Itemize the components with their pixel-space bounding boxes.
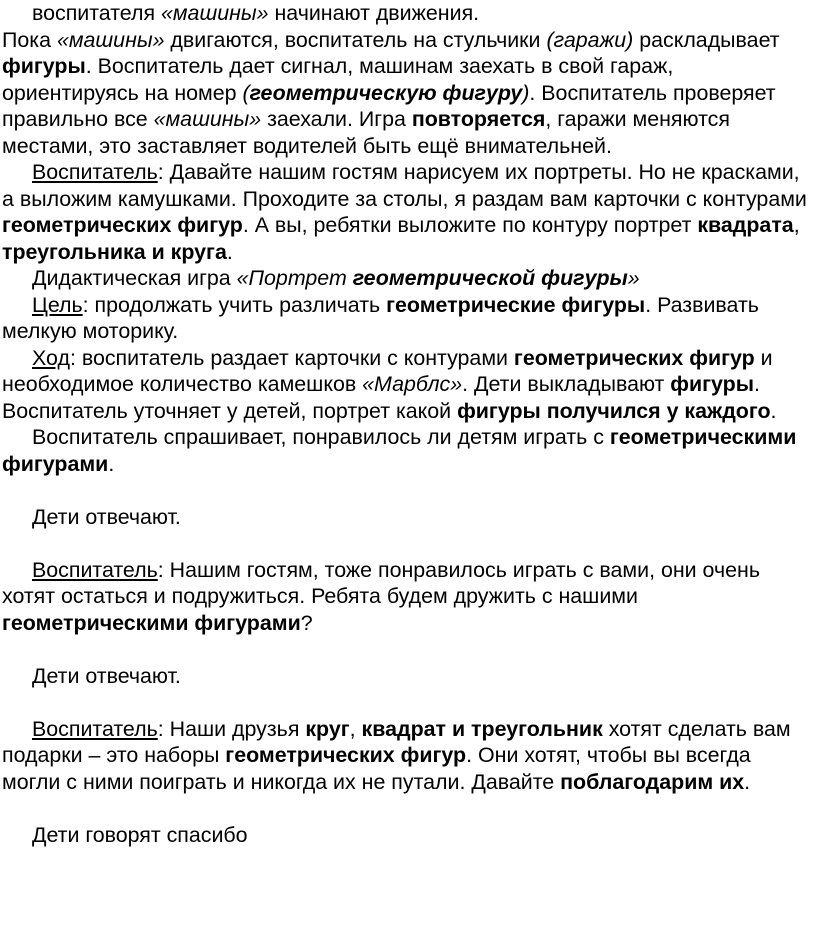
- text-run: и необходимое количество камешков: [2, 345, 773, 396]
- paragraph-game-title: [2, 265, 808, 292]
- text-run: ,: [793, 213, 800, 237]
- text-run-bold: геометрическими фигурами: [2, 425, 797, 476]
- text-run-bold-italic: геометрической фигуры: [352, 266, 628, 290]
- text-run: : Наши друзья: [157, 716, 306, 741]
- text-run: : Нашим гостям, тоже понравилось играть с вами, они очень хотят остаться и подружиться. Ребята будем дружить с нашими: [2, 557, 760, 608]
- speaker-label: Воспитатель: [32, 716, 158, 741]
- text-run-bold: геометрическими фигурами: [2, 610, 301, 635]
- text-run-italic: «машины»: [56, 27, 165, 52]
- text-run-bold: фигуры: [670, 372, 755, 396]
- paragraph-spacer: [2, 636, 808, 663]
- paragraph-spacer: [2, 477, 808, 504]
- paragraph-children-answer: Дети отвечают.: [32, 504, 181, 529]
- text-run: . Они хотят, чтобы вы всегда могли с ними поиграть и никогда их не путали. Давайте: [2, 743, 751, 794]
- text-run-bold: поблагодарим их: [560, 769, 745, 794]
- paragraph-teacher-portraits: [2, 159, 808, 265]
- text-run: : продолжать учить различать: [82, 292, 387, 317]
- text-run: заехали. Игра: [261, 107, 412, 131]
- text-run: .: [226, 239, 233, 264]
- text-run: .: [744, 769, 751, 794]
- paragraph-children-thanks: Дети говорят спасибо: [32, 822, 248, 847]
- text-run-bold: повторяется: [411, 107, 546, 131]
- paragraph-procedure: [2, 345, 808, 425]
- text-run-italic: «машины»: [160, 1, 269, 25]
- text-run: . Воспитатель уточняет у детей, портрет какой: [2, 372, 760, 423]
- text-run-bold: треугольника и круга: [2, 239, 227, 264]
- text-run: Пока: [2, 27, 57, 52]
- text-run-bold-italic: геометрическую фигуру: [249, 80, 523, 105]
- text-run: .: [108, 451, 115, 476]
- text-run: . Воспитатель проверяет правильно все: [2, 80, 776, 131]
- paragraph-goal: [2, 292, 808, 345]
- text-run: хотят сделать вам подарки – это наборы: [2, 716, 791, 767]
- text-run: ?: [300, 610, 313, 635]
- paragraph-teacher-gifts: [2, 716, 808, 796]
- text-run-bold: геометрических фигур: [513, 345, 755, 370]
- speaker-label: Воспитатель: [32, 557, 158, 582]
- text-run: ,: [349, 716, 362, 741]
- text-run: Дидактическая игра: [32, 266, 237, 290]
- text-run-italic: »: [627, 266, 640, 290]
- text-run-bold: фигуры: [2, 54, 86, 78]
- text-run: .: [770, 398, 777, 423]
- paragraph-teacher-friendship: [2, 557, 808, 637]
- paragraph-spacer: [2, 689, 808, 716]
- text-run-bold: круг: [305, 716, 350, 741]
- text-run: воспитателя: [32, 1, 161, 25]
- text-run: начинают движения.: [268, 1, 480, 25]
- text-run: . А вы, ребятки выложите по контуру портрет: [242, 213, 698, 237]
- speaker-label: Воспитатель: [32, 160, 158, 184]
- text-run-italic: «машины»: [153, 107, 262, 131]
- text-run-italic: (: [242, 80, 250, 105]
- section-label-procedure: Ход: [32, 345, 70, 370]
- paragraph-spacer: [2, 530, 808, 557]
- paragraph-spacer: [2, 795, 808, 822]
- paragraph-game-rules: [2, 27, 808, 160]
- text-run: : воспитатель раздает карточки с контурами: [69, 345, 514, 370]
- text-run: : Давайте нашим гостям нарисуем их портреты. Но не красками, а выложим камушками. Проходите за столы, я раздам вам карточки с контурами: [2, 160, 807, 211]
- text-run: двигаются, воспитатель на стульчики: [164, 27, 547, 52]
- text-run-italic: «Марблс»: [362, 372, 463, 396]
- text-run: раскладывает: [633, 27, 780, 52]
- text-run: , гаражи меняются местами, это заставляет водителей быть ещё внимательней.: [2, 107, 730, 158]
- paragraph-game-start: [2, 0, 808, 27]
- paragraph-teacher-asks: [2, 424, 808, 477]
- text-run: . Развивать мелкую моторику.: [2, 292, 759, 343]
- text-run-italic: ): [522, 80, 530, 105]
- text-run-bold: фигуры получился у каждого: [457, 398, 771, 423]
- text-run-bold: квадрата: [697, 213, 794, 237]
- text-run-bold: геометрических фигур: [225, 743, 467, 767]
- section-label-goal: Цель: [32, 292, 83, 317]
- paragraph-children-answer: Дети отвечают.: [32, 663, 181, 688]
- text-run: . Воспитатель дает сигнал, машинам заехать в свой гараж, ориентируясь на номер: [2, 54, 674, 105]
- text-run-bold: геометрических фигур: [2, 213, 243, 237]
- text-run: Воспитатель спрашивает, понравилось ли детям играть с: [32, 425, 610, 449]
- text-run-bold: геометрические фигуры: [386, 292, 646, 317]
- text-run-bold: квадрат и треугольник: [361, 716, 603, 741]
- text-run-italic: «Портрет: [236, 266, 353, 290]
- text-run-italic: (гаражи): [546, 27, 634, 52]
- text-run: . Дети выкладывают: [462, 372, 671, 396]
